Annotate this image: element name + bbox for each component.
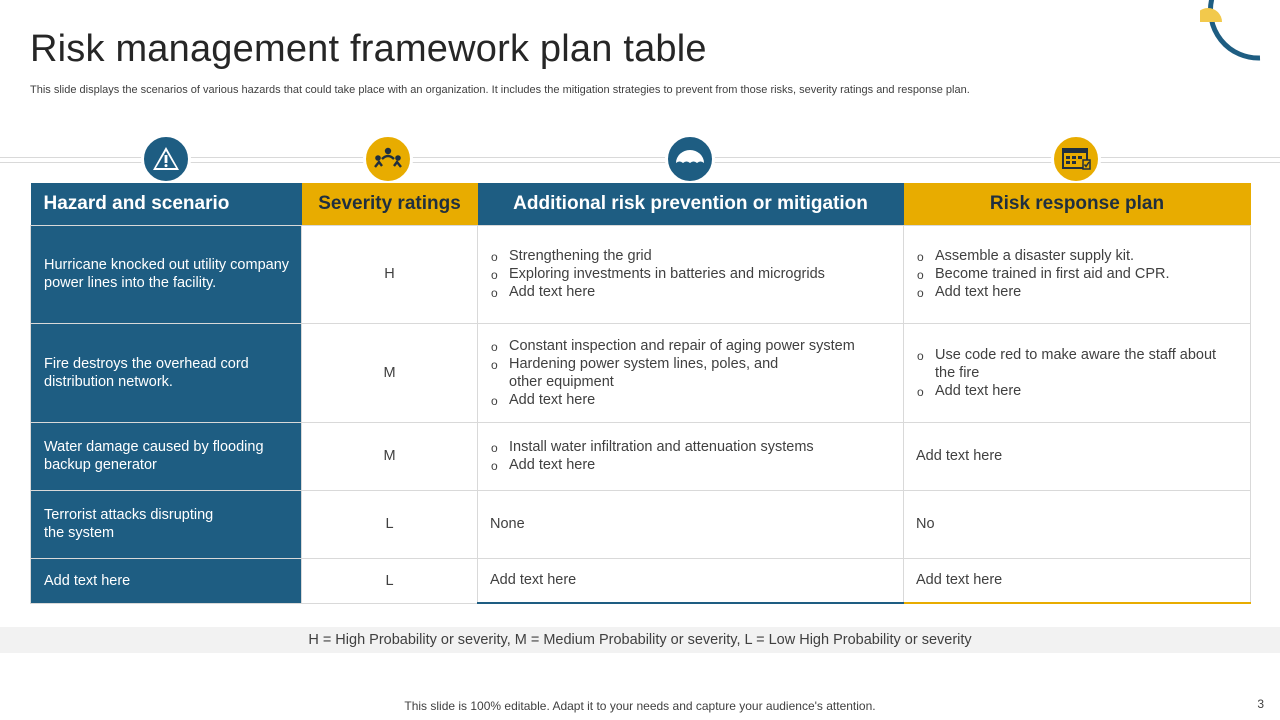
response-cell: [904, 323, 1251, 422]
mitigation-cell: [478, 323, 904, 422]
list-item: o Add text here: [916, 283, 1238, 301]
hazard-header-icon: [141, 134, 191, 184]
slide-title: Risk management framework plan table: [30, 28, 707, 70]
severity-cell: L: [302, 558, 478, 603]
severity-cell: M: [302, 422, 478, 490]
list-item: o Strengthening the grid: [490, 247, 891, 265]
hazard-cell: Fire destroys the overhead cord distribution network.: [31, 323, 302, 422]
footer-note: This slide is 100% editable. Adapt it to your needs and capture your audience's attention.: [404, 699, 876, 713]
table-row: [31, 490, 1251, 558]
header-severity: Severity ratings: [302, 183, 478, 225]
calendar-icon: [1061, 146, 1091, 172]
list-item: o Become trained in first aid and CPR.: [916, 265, 1238, 283]
people-icon: [373, 145, 403, 173]
response-header-icon: [1051, 134, 1101, 184]
response-cell: Add text here: [904, 422, 1251, 490]
hazard-cell: Hurricane knocked out utility company power lines into the facility.: [31, 225, 302, 323]
hazard-cell: Add text here: [31, 558, 302, 603]
list-item: o Add text here: [490, 391, 801, 409]
list-item: o Install water infiltration and attenuation systems: [490, 438, 891, 456]
mitigation-cell: Add text here: [478, 558, 904, 603]
list-item: o Use code red to make aware the staff about the fire: [916, 346, 1238, 382]
list-item: o Add text here: [490, 456, 891, 474]
severity-cell: H: [302, 225, 478, 323]
hazard-cell: Water damage caused by flooding backup generator: [31, 422, 302, 490]
mitigation-header-icon: [665, 134, 715, 184]
list-item: o Add text here: [916, 382, 1238, 400]
table-row: [31, 558, 1251, 603]
severity-cell: M: [302, 323, 478, 422]
severity-legend: H = High Probability or severity, M = Medium Probability or severity, L = Low High Probability or severity: [0, 627, 1280, 653]
mitigation-cell: [478, 225, 904, 323]
page-number: 3: [1257, 697, 1264, 711]
mitigation-cell: None: [478, 490, 904, 558]
list-item: o Constant inspection and repair of aging power system: [490, 337, 891, 355]
hazard-cell: Terrorist attacks disrupting the system: [31, 490, 302, 558]
list-item: o Hardening power system lines, poles, and other equipment: [490, 355, 801, 391]
header-hazard: Hazard and scenario: [31, 183, 302, 225]
table-row: [31, 323, 1251, 422]
response-cell: No: [904, 490, 1251, 558]
risk-framework-table: [30, 183, 1251, 604]
table-row: [31, 422, 1251, 490]
header-response: Risk response plan: [904, 183, 1251, 225]
response-cell: Add text here: [904, 558, 1251, 603]
corner-decoration: [1200, 0, 1280, 70]
mitigation-cell: [478, 422, 904, 490]
table-row: [31, 225, 1251, 323]
umbrella-icon: [674, 147, 706, 171]
severity-cell: L: [302, 490, 478, 558]
list-item: o Add text here: [490, 283, 891, 301]
slide-subtitle: This slide displays the scenarios of various hazards that could take place with an organization. It includes the mitigation strategies to prevent from those risks, severity ratings and response plan.: [30, 84, 970, 96]
header-mitigation: Additional risk prevention or mitigation: [478, 183, 904, 225]
list-item: o Exploring investments in batteries and microgrids: [490, 265, 891, 283]
warning-icon: [152, 145, 180, 173]
severity-header-icon: [363, 134, 413, 184]
response-cell: [904, 225, 1251, 323]
table-header-row: [31, 183, 1251, 225]
list-item: o Assemble a disaster supply kit.: [916, 247, 1238, 265]
